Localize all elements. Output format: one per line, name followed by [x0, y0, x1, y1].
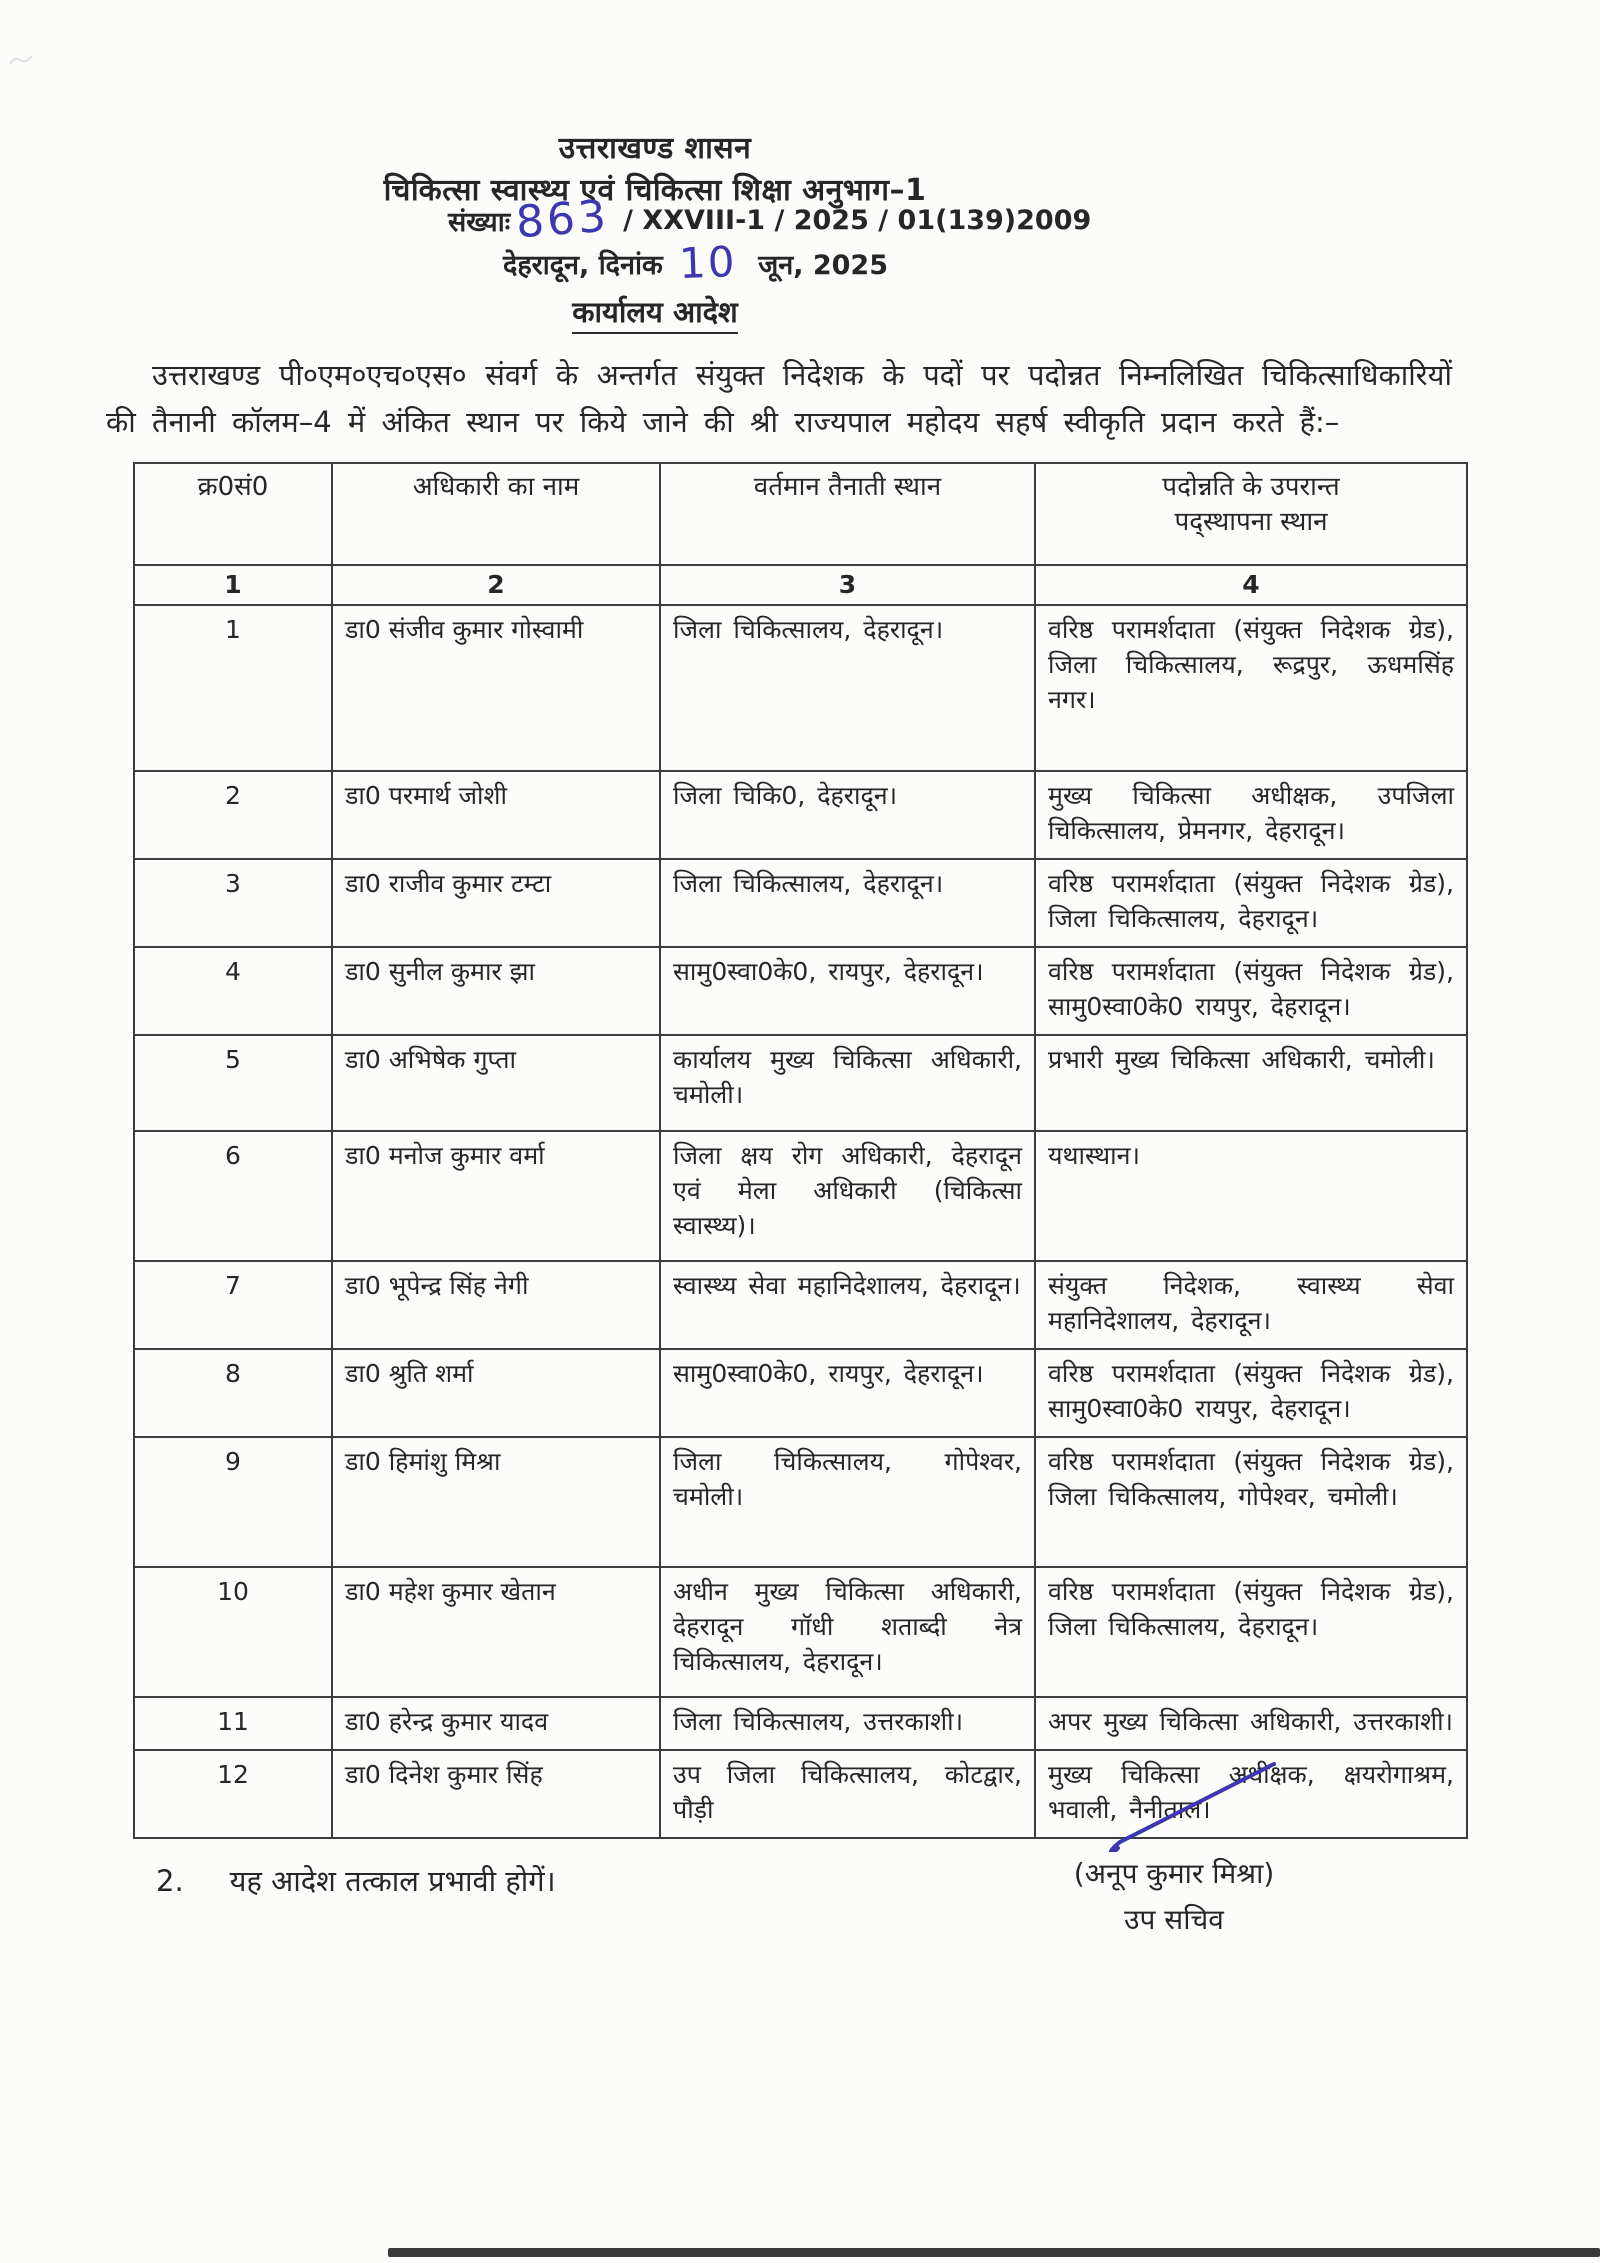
order-title: कार्यालय आदेश	[0, 292, 1310, 331]
cell-new-posting: वरिष्ठ परामर्शदाता (संयुक्त निदेशक ग्रेड), जिला चिकित्सालय, गोपेश्वर, चमोली।	[1035, 1437, 1467, 1567]
table-row	[134, 1035, 1467, 1131]
header-current-posting: वर्तमान तैनाती स्थान	[660, 463, 1035, 565]
cell-serial: 3	[134, 859, 332, 947]
table-row	[134, 605, 1467, 771]
place-date-line	[503, 237, 889, 288]
table-row	[134, 1567, 1467, 1697]
promotion-posting-table	[133, 462, 1468, 1839]
cell-officer-name: डा0 परमार्थ जोशी	[332, 771, 660, 859]
scan-edge-artifact	[388, 2248, 1600, 2257]
department-line: चिकित्सा स्वास्थ्य एवं चिकित्सा शिक्षा अनुभाग–1	[383, 173, 927, 208]
cell-serial: 12	[134, 1750, 332, 1838]
cell-new-posting: मुख्य चिकित्सा अधीक्षक, उपजिला चिकित्सालय, प्रेमनगर, देहरादून।	[1035, 771, 1467, 859]
cell-new-posting: संयुक्त निदेशक, स्वास्थ्य सेवा महानिदेशालय, देहरादून।	[1035, 1261, 1467, 1349]
cell-officer-name: डा0 अभिषेक गुप्ता	[332, 1035, 660, 1131]
signatory-name: (अनूप कुमार मिश्रा)	[1073, 1857, 1275, 1890]
cell-current-posting: जिला चिकित्सालय, उत्तरकाशी।	[660, 1697, 1035, 1750]
cell-serial: 9	[134, 1437, 332, 1567]
header-serial: क्र0सं0	[134, 463, 332, 565]
cell-serial: 8	[134, 1349, 332, 1437]
cell-serial: 10	[134, 1567, 332, 1697]
signature-block	[1046, 1756, 1302, 1938]
cell-officer-name: डा0 हिमांशु मिश्रा	[332, 1437, 660, 1567]
cell-current-posting: अधीन मुख्य चिकित्सा अधिकारी, देहरादून गॉधी शताब्दी नेत्र चिकित्सालय, देहरादून।	[660, 1567, 1035, 1697]
cell-current-posting: जिला चिकित्सालय, देहरादून।	[660, 605, 1035, 771]
table-row	[134, 1437, 1467, 1567]
column-number-row: 1 2 3 4	[134, 565, 1467, 605]
place-date-prefix: देहरादून, दिनांक	[503, 249, 663, 281]
cell-serial: 1	[134, 605, 332, 771]
cell-current-posting: जिला क्षय रोग अधिकारी, देहरादून एवं मेला अधिकारी (चिकित्सा स्वास्थ्य)।	[660, 1131, 1035, 1261]
pen-scribble-mark	[8, 52, 34, 70]
cell-new-posting: वरिष्ठ परामर्शदाता (संयुक्त निदेशक ग्रेड), जिला चिकित्सालय, देहरादून।	[1035, 1567, 1467, 1697]
signatory-designation: उप सचिव	[1124, 1903, 1224, 1936]
number-rest: / XXVIII-1 / 2025 / 01(139)2009	[623, 204, 1092, 236]
cell-serial: 11	[134, 1697, 332, 1750]
cell-officer-name: डा0 महेश कुमार खेतान	[332, 1567, 660, 1697]
signature-stroke	[1102, 1756, 1292, 1852]
cell-current-posting: सामु0स्वा0के0, रायपुर, देहरादून।	[660, 947, 1035, 1035]
table-row	[134, 859, 1467, 947]
point-2-number: 2.	[156, 1864, 184, 1898]
header-officer-name: अधिकारी का नाम	[332, 463, 660, 565]
cell-officer-name: डा0 राजीव कुमार टम्टा	[332, 859, 660, 947]
letter-number-line	[448, 190, 1092, 249]
cell-new-posting: मुख्य चिकित्सा अधीक्षक, क्षयरोगाश्रम, भवाली, नैनीताल।	[1035, 1750, 1467, 1838]
cell-current-posting: जिला चिकित्सालय, देहरादून।	[660, 859, 1035, 947]
handwritten-date: 10	[677, 237, 738, 288]
cell-current-posting: उप जिला चिकित्सालय, कोटद्वार, पौड़ी	[660, 1750, 1035, 1838]
cell-new-posting: प्रभारी मुख्य चिकित्सा अधिकारी, चमोली।	[1035, 1035, 1467, 1131]
cell-current-posting: स्वास्थ्य सेवा महानिदेशालय, देहरादून।	[660, 1261, 1035, 1349]
date-suffix: जून, 2025	[758, 249, 889, 281]
cell-officer-name: डा0 दिनेश कुमार सिंह	[332, 1750, 660, 1838]
point-2-text: यह आदेश तत्काल प्रभावी होगें।	[229, 1864, 556, 1898]
cell-current-posting: जिला चिकित्सालय, गोपेश्वर, चमोली।	[660, 1437, 1035, 1567]
cell-new-posting: वरिष्ठ परामर्शदाता (संयुक्त निदेशक ग्रेड), सामु0स्वा0के0 रायपुर, देहरादून।	[1035, 947, 1467, 1035]
cell-new-posting: अपर मुख्य चिकित्सा अधिकारी, उत्तरकाशी।	[1035, 1697, 1467, 1750]
cell-current-posting: सामु0स्वा0के0, रायपुर, देहरादून।	[660, 1349, 1035, 1437]
org-title: उत्तराखण्ड शासन	[558, 131, 752, 166]
table-row	[134, 1131, 1467, 1261]
header-new-posting: पदोन्नति के उपरान्त पद्स्थापना स्थान	[1035, 463, 1467, 565]
cell-new-posting: वरिष्ठ परामर्शदाता (संयुक्त निदेशक ग्रेड), जिला चिकित्सालय, देहरादून।	[1035, 859, 1467, 947]
cell-officer-name: डा0 संजीव कुमार गोस्वामी	[332, 605, 660, 771]
cell-officer-name: डा0 भूपेन्द्र सिंह नेगी	[332, 1261, 660, 1349]
table-row	[134, 771, 1467, 859]
cell-new-posting: वरिष्ठ परामर्शदाता (संयुक्त निदेशक ग्रेड), सामु0स्वा0के0 रायपुर, देहरादून।	[1035, 1349, 1467, 1437]
handwritten-letter-number: 863	[514, 190, 611, 249]
cell-new-posting: वरिष्ठ परामर्शदाता (संयुक्त निदेशक ग्रेड), जिला चिकित्सालय, रूद्रपुर, ऊधमसिंह नगर।	[1035, 605, 1467, 771]
cell-current-posting: कार्यालय मुख्य चिकित्सा अधिकारी, चमोली।	[660, 1035, 1035, 1131]
intro-paragraph: उत्तराखण्ड पी०एम०एच०एस० संवर्ग के अन्तर्गत संयुक्त निदेशक के पदों पर पदोन्नत निम्नलिखित चिकित्साधिकारियों की तैनानी कॉलम–4 में अंकित स्थान पर किये जाने की श्री राज्यपाल महोदय सहर्ष स्वीकृति प्रदान करते हैं:–	[106, 358, 1452, 439]
cell-new-posting: यथास्थान।	[1035, 1131, 1467, 1261]
cell-officer-name: डा0 हरेन्द्र कुमार यादव	[332, 1697, 660, 1750]
cell-serial: 7	[134, 1261, 332, 1349]
cell-serial: 4	[134, 947, 332, 1035]
table-row	[134, 1697, 1467, 1750]
cell-officer-name: डा0 सुनील कुमार झा	[332, 947, 660, 1035]
cell-officer-name: डा0 श्रुति शर्मा	[332, 1349, 660, 1437]
number-label: संख्याः	[448, 206, 511, 238]
table-row	[134, 1261, 1467, 1349]
cell-current-posting: जिला चिकि0, देहरादून।	[660, 771, 1035, 859]
cell-officer-name: डा0 मनोज कुमार वर्मा	[332, 1131, 660, 1261]
table-row	[134, 947, 1467, 1035]
cell-serial: 6	[134, 1131, 332, 1261]
cell-serial: 5	[134, 1035, 332, 1131]
table-header-row	[134, 463, 1467, 565]
table-row	[134, 1349, 1467, 1437]
cell-serial: 2	[134, 771, 332, 859]
